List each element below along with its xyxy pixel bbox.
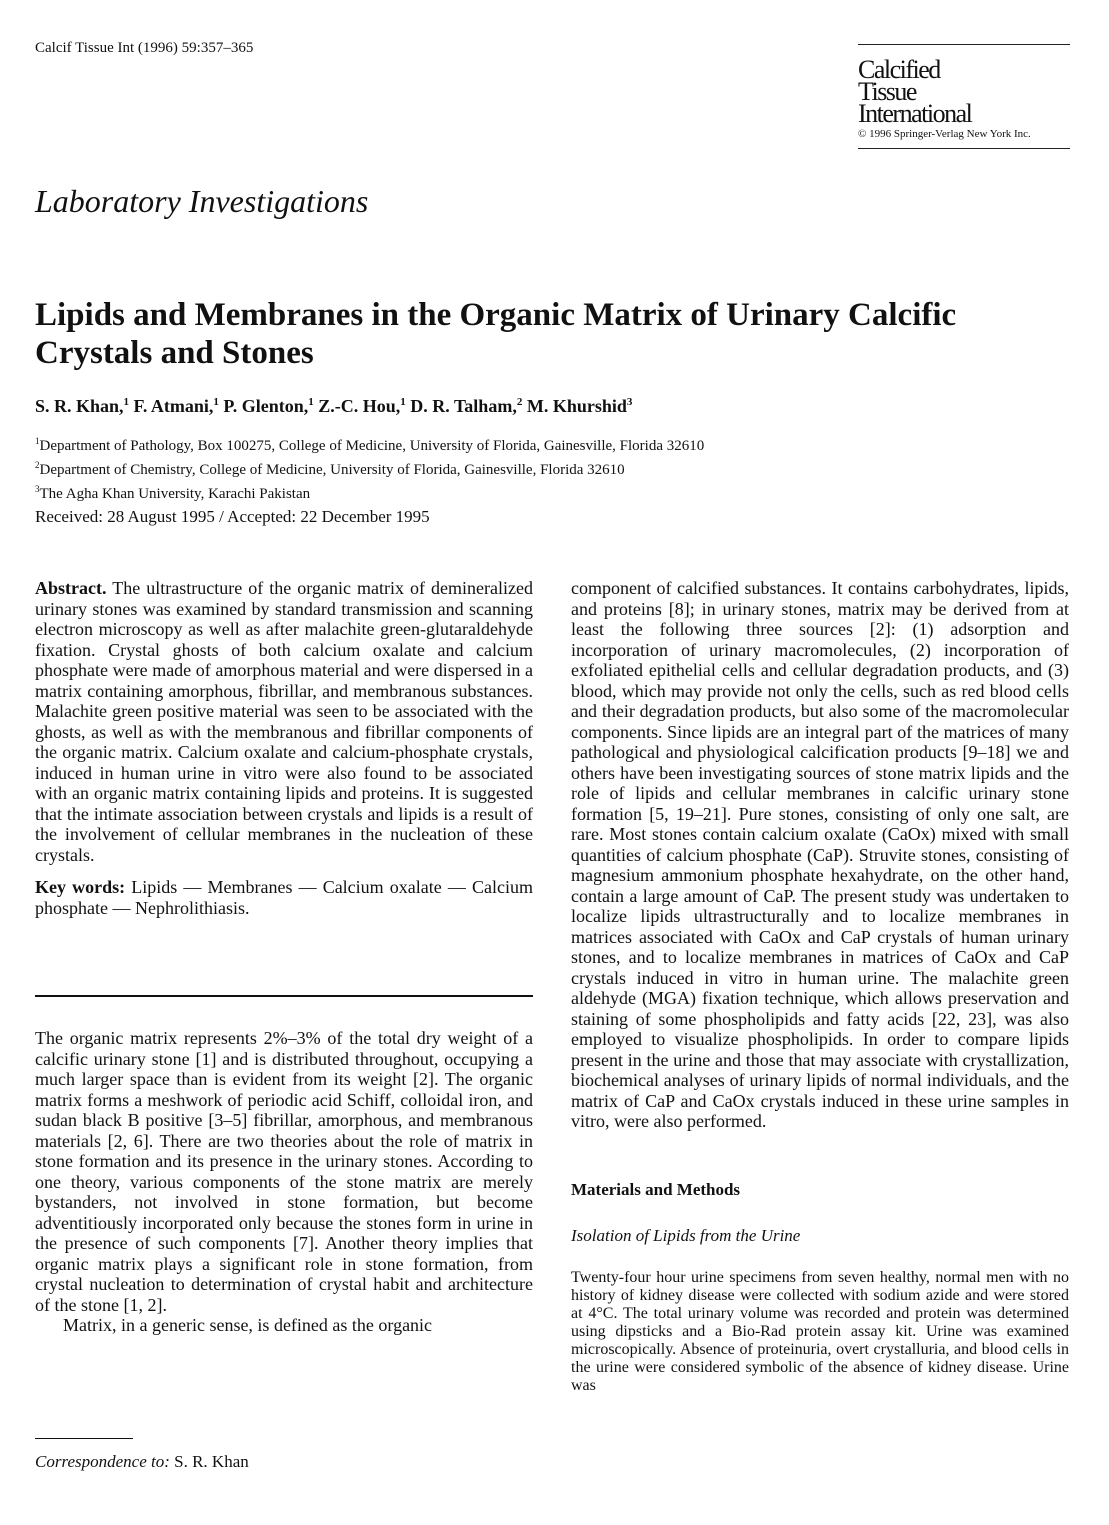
footnote-divider xyxy=(35,1438,133,1439)
journal-logo xyxy=(858,44,1070,149)
methods-heading: Materials and Methods xyxy=(571,1179,741,1199)
abstract-divider xyxy=(35,995,533,997)
journal-name-line-2: Tissue xyxy=(858,77,916,106)
author: F. Atmani,$^1$ xyxy=(133,396,219,416)
journal-name-line-3: International xyxy=(858,99,972,128)
intro-paragraph-continued: component of calcified substances. It contains carbohydrates, lipids, and proteins [8]; in urinary stones, matrix may be derived from at least the following three sources [2]: (1) adsorption and incorporation of urinary macromolecules, (2) incorporation of exfoliated epithelial cells and cellular degradation products, and (3) blood, which may provide not only the cells, such as red blood cells and their degradation products, but also some of the macromolecular components. Since lipids are an integral part of the matrices of many pathological and physiological calcification products [9–18] we and others have been investigating sources of stone matrix lipids and the role of lipids and cellular membranes in calcific urinary stone formation [5, 19–21]. Pure stones, consisting of only one salt, are rare. Most stones contain calcium oxalate (CaOx) mixed with small quantities of calcium phosphate (CaP). Struvite stones, consisting of magnesium ammonium phosphate hexahydrate, on the other hand, contain a large amount of CaP. The present study was undertaken to localize lipids ultrastructurally and to localize membranes in matrices associated with CaOx and CaP crystals of human urinary stones, and to localize membranes in matrices of CaOx and CaP crystals induced in vitro in human urine. The malachite green aldehyde (MGA) fixation technique, which allows preservation and staining of some phospholipids and fatty acids [22, 23], was also employed to visualize phospholipids. In order to compare lipids present in the urine and those that may associate with crystallization, biochemical analyses of urinary lipids of normal individuals, and the matrix of CaP and CaOx crystals induced in these urine samples in vitro, were also performed. xyxy=(571,578,1069,1131)
author-list xyxy=(35,396,632,417)
copyright-notice: © 1996 Springer-Verlag New York Inc. xyxy=(858,128,1031,140)
keywords-label: Key words: xyxy=(35,877,126,897)
author: Z.-C. Hou,$^1$ xyxy=(318,396,406,416)
affiliation: $^2$Department of Chemistry, College of Medicine, University of Florida, Gainesville, Florida 32610 xyxy=(35,460,625,478)
section-heading: Laboratory Investigations xyxy=(35,183,369,219)
author: P. Glenton,$^1$ xyxy=(223,396,314,416)
abstract xyxy=(35,578,533,865)
affiliations xyxy=(35,432,704,504)
author: D. R. Talham,$^2$ xyxy=(410,396,523,416)
received-dates: Received: 28 August 1995 / Accepted: 22 December 1995 xyxy=(35,507,430,526)
abstract-label: Abstract. xyxy=(35,578,107,598)
keywords xyxy=(35,877,533,918)
methods-paragraph: Twenty-four hour urine specimens from seven healthy, normal men with no history of kidney disease were collected with sodium azide and were stored at 4°C. The total urinary volume was recorded and protein was determined using dipsticks and a Bio-Rad protein assay kit. Urine was examined microscopically. Absence of proteinuria, overt crystalluria, and blood cells in the urine were considered symbolic of the absence of kidney disease. Urine was xyxy=(571,1268,1069,1394)
abstract-text: The ultrastructure of the organic matrix of demineralized urinary stones was examined by standard transmission and scanning electron microscopy as well as after malachite green-glutaraldehyde fixation. Crystal ghosts of both calcium oxalate and calcium phosphate were made of amorphous material and were dispersed in a matrix containing amorphous, fibrillar, and membranous substances. Malachite green positive material was seen to be associated with the ghosts, as well as with the membranous and fibrillar components of the organic matrix. Calcium oxalate and calcium-phosphate crystals, induced in human urine in vitro were also found to be associated with an organic matrix containing lipids and proteins. It is suggested that the intimate association between crystals and lipids is a result of the involvement of cellular membranes in the nucleation of these crystals. xyxy=(35,578,533,865)
affiliation: $^1$Department of Pathology, Box 100275, College of Medicine, University of Florida, Gainesville, Florida 32610 xyxy=(35,436,705,454)
keywords-text: Lipids — Membranes — Calcium oxalate — Calcium phosphate — Nephrolithiasis. xyxy=(35,877,533,918)
correspondence-footnote: Correspondence to: S. R. Khan xyxy=(35,1452,249,1471)
journal-name-line-1: Calcified xyxy=(858,55,940,84)
author: M. Khurshid$^3$ xyxy=(526,396,633,416)
affiliation: $^3$The Agha Khan University, Karachi Pakistan xyxy=(35,484,311,502)
paper-title: Lipids and Membranes in the Organic Matrix of Urinary Calcific Crystals and Stones xyxy=(35,297,957,371)
left-column xyxy=(35,578,533,1336)
author: S. R. Khan,$^1$ xyxy=(35,396,130,416)
journal-citation: Calcif Tissue Int (1996) 59:357–365 xyxy=(35,40,254,56)
intro-paragraph-start: Matrix, in a generic sense, is defined as the organic xyxy=(63,1315,433,1335)
intro-paragraph: The organic matrix represents 2%–3% of the total dry weight of a calcific urinary stone [1] and is distributed throughout, occupying a much larger space than is evident from its weight [2]. The organic matrix forms a meshwork of periodic acid Schiff, colloidal iron, and sudan black B positive [3–5] fibrillar, amorphous, and membranous materials [2, 6]. There are two theories about the role of matrix in stone formation and its presence in the urinary stones. According to one theory, various components of the stone matrix are merely bystanders, not involved in stone formation, but become adventitiously incorporated only because the stones form in urine in the presence of such components [7]. Another theory implies that organic matrix plays a significant role in stone formation, from crystal nucleation to determination of crystal habit and architecture of the stone [1, 2]. xyxy=(35,1028,533,1315)
right-column xyxy=(571,578,1069,1395)
methods-subheading: Isolation of Lipids from the Urine xyxy=(571,1226,801,1245)
